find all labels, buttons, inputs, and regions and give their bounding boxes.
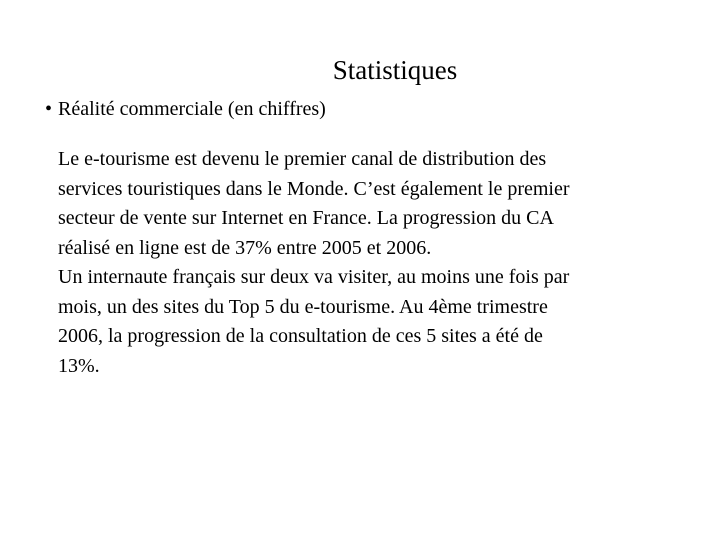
- slide-title-container: [0, 52, 720, 88]
- paragraph-2: [58, 263, 708, 381]
- body-text: [58, 145, 708, 381]
- paragraph-2-line-1: Un internaute français sur deux va visiter, au moins une fois par: [58, 266, 570, 288]
- bullet-heading-text: Réalité commerciale (en chiffres): [58, 98, 326, 120]
- paragraph-1: [58, 145, 708, 263]
- bullet-symbol: •: [45, 98, 53, 120]
- paragraph-2-line-3: 2006, la progression de la consultation de ces 5 sites a été de: [58, 325, 543, 347]
- paragraph-2-line-4: 13%.: [58, 354, 100, 377]
- paragraph-1-line-3: secteur de vente sur Internet en France. La progression du CA: [58, 207, 554, 229]
- paragraph-1-line-4: réalisé en ligne est de 37% entre 2005 et 2006.: [58, 236, 432, 259]
- paragraph-1-line-1: Le e-tourisme est devenu le premier canal de distribution des: [58, 148, 547, 170]
- bullet-heading: [45, 95, 326, 123]
- slide-title: Statistiques: [332, 55, 458, 85]
- paragraph-2-line-2: mois, un des sites du Top 5 du e-tourisme. Au 4ème trimestre: [58, 295, 548, 318]
- paragraph-1-line-2: services touristiques dans le Monde. C’est également le premier: [58, 177, 570, 200]
